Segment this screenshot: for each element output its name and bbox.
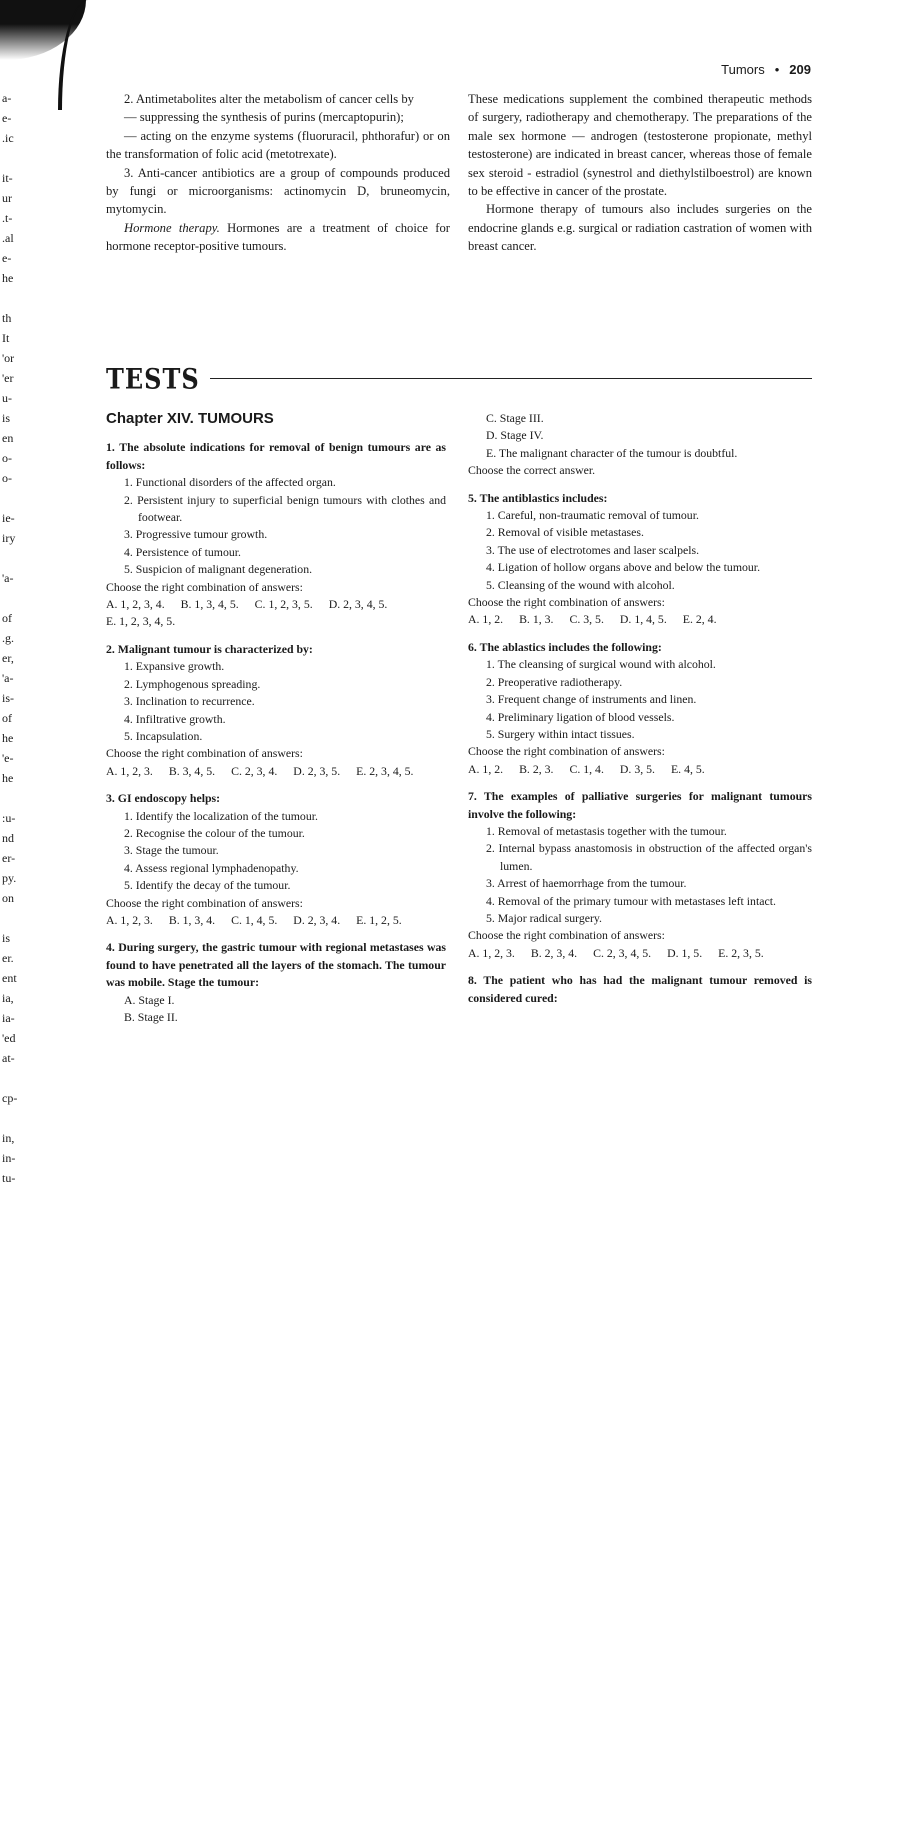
answer: C. 3, 5.: [569, 612, 604, 627]
option: B. Stage II.: [124, 1010, 178, 1024]
option-list: [106, 658, 446, 745]
option: 4. Infiltrative growth.: [124, 711, 226, 726]
text-fragment: cp-: [2, 1091, 18, 1105]
paragraph: 2. Antimetabolites alter the metabolism of cancer cells by: [124, 92, 414, 106]
text-fragment: ie-: [2, 511, 15, 525]
text-fragment: is-: [2, 691, 14, 705]
option-list: [468, 410, 812, 462]
option: 1. Expansive growth.: [124, 659, 225, 674]
text-fragment: he: [2, 731, 14, 745]
text-fragment: 'er: [2, 371, 14, 385]
text-fragment: th: [2, 311, 12, 325]
instruction: Choose the right combination of answers:: [468, 744, 665, 759]
text-fragment: ur: [2, 191, 12, 205]
option-list: [468, 507, 812, 594]
body-column-right: [468, 90, 812, 256]
text-fragment: of: [2, 611, 12, 625]
answer: D. 1, 5.: [667, 945, 703, 960]
text-fragment: [2, 788, 17, 808]
question-title: 8. The patient who has had the malignant tumour removed is considered cured:: [468, 973, 812, 1005]
answer: C. 2, 3, 4.: [231, 763, 278, 778]
text-fragment: [2, 588, 17, 608]
text-fragment: It: [2, 331, 10, 345]
answer: D. 3, 5.: [619, 761, 655, 776]
paragraph-text: Hormones are a treatment of choice for hormone receptor-positive tumours.: [106, 220, 450, 254]
answer: A. 1, 2, 3, 4.: [106, 597, 165, 612]
option: 5. Suspicion of malignant degeneration.: [124, 562, 313, 577]
text-fragment: o-: [2, 471, 12, 485]
option: 4. Removal of the primary tumour with metastases left intact.: [486, 893, 776, 908]
text-fragment: in-: [2, 1151, 16, 1165]
questions-column-right: [468, 410, 812, 1017]
option: 4. Preliminary ligation of blood vessels.: [486, 709, 675, 724]
text-fragment: it-: [2, 171, 13, 185]
chapter-title: Chapter XIV. TUMOURS: [106, 410, 274, 427]
question-title: 4. During surgery, the gastric tumour with regional metastases was found to have penetrated all the layers of the stomach. The tumour was mobile. Stage the tumour:: [106, 940, 446, 990]
text-fragment: en: [2, 431, 14, 445]
option: 2. Removal of visible metastases.: [486, 525, 644, 540]
adjacent-page-text-fragments: [2, 88, 17, 1188]
option: 3. Progressive tumour growth.: [124, 527, 268, 542]
option: 1. The cleansing of surgical wound with alcohol.: [486, 657, 716, 672]
text-fragment: is: [2, 931, 11, 945]
paragraph: — suppressing the synthesis of purins (mercaptopurin);: [124, 110, 404, 125]
instruction: Choose the right combination of answers:: [106, 746, 303, 761]
option-list: [106, 474, 446, 578]
answer: A. 1, 2, 3.: [106, 912, 153, 927]
answer: D. 2, 3, 4, 5.: [328, 597, 388, 612]
text-fragment: :u-: [2, 811, 16, 825]
instruction: Choose the correct answer.: [468, 463, 596, 478]
instruction: Choose the right combination of answers:: [106, 895, 303, 910]
answer-choices: [106, 763, 446, 780]
question-1: [106, 439, 446, 630]
answer: E. 1, 2, 5.: [356, 912, 402, 927]
text-fragment: [2, 1068, 17, 1088]
text-fragment: e-: [2, 251, 12, 265]
option: 2. Recognise the colour of the tumour.: [124, 825, 305, 840]
option: 3. Inclination to recurrence.: [124, 694, 255, 709]
text-fragment: [2, 288, 17, 308]
option: D. Stage IV.: [486, 428, 544, 443]
option: 2. Lymphogenous spreading.: [124, 676, 261, 691]
option: 1. Removal of metastasis together with the tumour.: [486, 823, 727, 838]
answer: C. 1, 2, 3, 5.: [254, 597, 313, 612]
running-header: [721, 62, 811, 77]
text-fragment: nd: [2, 831, 14, 845]
option: 4. Assess regional lymphadenopathy.: [124, 860, 299, 875]
adjacent-page-edge: [0, 0, 95, 1836]
option: 2. Internal bypass anastomosis in obstruction of the affected organ's lumen.: [486, 841, 812, 873]
answer: C. 1, 4, 5.: [231, 912, 278, 927]
question-title: 6. The ablastics includes the following:: [468, 639, 662, 654]
answer: D. 2, 3, 5.: [293, 763, 341, 778]
answer: E. 2, 3, 5.: [718, 945, 764, 960]
paragraph: These medications supplement the combined therapeutic methods of surgery, radiotherapy and chemotherapy. The preparations of the male sex hormone — androgen (testosterone propionate, methyl testosterone) are indicated in breast cancer, whereas those of female sex steroid - estradiol (synestrol and diethylstilboestrol) are known to be effective in cancer of the prostate.: [468, 92, 812, 199]
text-fragment: 'a-: [2, 671, 14, 685]
text-fragment: is: [2, 411, 11, 425]
answer: E. 1, 2, 3, 4, 5.: [106, 614, 176, 629]
answer-choices: [468, 945, 812, 962]
text-fragment: a-: [2, 91, 12, 105]
option: 2. Preoperative radiotherapy.: [486, 674, 623, 689]
answer: C. 1, 4.: [569, 761, 604, 776]
option: C. Stage III.: [486, 411, 544, 425]
answer: B. 2, 3.: [519, 761, 554, 776]
option-list: [468, 823, 812, 927]
text-fragment: er-: [2, 851, 16, 865]
text-fragment: o-: [2, 451, 12, 465]
answer-choices: [468, 761, 812, 778]
option: 5. Major radical surgery.: [486, 910, 602, 925]
text-fragment: .al: [2, 231, 14, 245]
paragraph: — acting on the enzyme systems (fluoruracil, phthorafur) or on the transformation of folic acid (metotrexate).: [106, 128, 450, 162]
text-fragment: [2, 548, 17, 568]
answer: B. 1, 3.: [519, 612, 554, 627]
term-hormone-therapy: Hormone therapy.: [124, 220, 220, 235]
text-fragment: ia-: [2, 1011, 15, 1025]
tests-heading: [106, 361, 812, 395]
answer: A. 1, 2.: [468, 612, 504, 627]
option: 1. Identify the localization of the tumour.: [124, 808, 318, 823]
text-fragment: on: [2, 891, 14, 905]
answer-choices: [106, 596, 446, 631]
answer: B. 2, 3, 4.: [530, 945, 578, 960]
heading-rule: [210, 378, 812, 379]
option: 5. Incapsulation.: [124, 728, 203, 743]
tests-heading-text: TESTS: [106, 361, 200, 395]
text-fragment: of: [2, 711, 12, 725]
text-fragment: [2, 1108, 17, 1128]
text-fragment: ent: [2, 971, 17, 985]
option: 3. Arrest of haemorrhage from the tumour.: [486, 876, 687, 891]
text-fragment: he: [2, 771, 14, 785]
question-4: [106, 939, 446, 1026]
text-fragment: .t-: [2, 211, 13, 225]
option-list: [468, 656, 812, 743]
paragraph: 3. Anti-cancer antibiotics are a group of compounds produced by fungi or microorganisms: actinomycin D, bruneomycin, mytomycin.: [106, 165, 450, 217]
instruction: Choose the right combination of answers:: [106, 579, 303, 594]
paragraph: Hormone therapy of tumours also includes surgeries on the endocrine glands e.g. surgical or radiation castration of women with breast cancer.: [468, 202, 812, 254]
question-title: 2. Malignant tumour is characterized by:: [106, 641, 313, 656]
answer: A. 1, 2, 3.: [106, 763, 153, 778]
text-fragment: iry: [2, 531, 16, 545]
option-list: [106, 808, 446, 895]
instruction: Choose the right combination of answers:: [468, 595, 665, 610]
text-fragment: ia,: [2, 991, 14, 1005]
paragraph-hormone-therapy: [106, 219, 450, 256]
option: 1. Careful, non-traumatic removal of tumour.: [486, 508, 699, 523]
option: 2. Persistent injury to superficial benign tumours with clothes and footwear.: [124, 492, 446, 525]
text-fragment: tu-: [2, 1171, 16, 1185]
option-list: [106, 992, 446, 1027]
question-title: 1. The absolute indications for removal of benign tumours are as follows:: [106, 440, 446, 472]
answer: A. 1, 2, 3.: [468, 945, 515, 960]
answer: A. 1, 2.: [468, 761, 504, 776]
text-fragment: er.: [2, 951, 14, 965]
answer: C. 2, 3, 4, 5.: [593, 945, 652, 960]
option: 5. Identify the decay of the tumour.: [124, 878, 291, 893]
text-fragment: 'or: [2, 351, 15, 365]
question-title: 3. GI endoscopy helps:: [106, 791, 221, 806]
question-8: [468, 972, 812, 1007]
question-5: [468, 490, 812, 629]
question-7: [468, 788, 812, 962]
text-fragment: 'e-: [2, 751, 14, 765]
text-fragment: .g.: [2, 631, 14, 645]
question-2: [106, 641, 446, 780]
text-fragment: [2, 908, 17, 928]
question-3: [106, 790, 446, 929]
option: A. Stage I.: [124, 992, 175, 1007]
option: 3. Frequent change of instruments and linen.: [486, 692, 697, 707]
text-fragment: e-: [2, 111, 12, 125]
option: 3. The use of electrotomes and laser scalpels.: [486, 542, 700, 557]
question-4-continued: [468, 410, 812, 480]
text-fragment: 'a-: [2, 571, 14, 585]
option: 5. Surgery within intact tissues.: [486, 726, 635, 741]
option: 4. Ligation of hollow organs above and below the tumour.: [486, 560, 761, 575]
text-fragment: py.: [2, 871, 17, 885]
answer: B. 1, 3, 4.: [168, 912, 216, 927]
option: 4. Persistence of tumour.: [124, 544, 241, 559]
text-fragment: he: [2, 271, 14, 285]
text-fragment: 'ed: [2, 1031, 16, 1045]
answer: E. 4, 5.: [670, 761, 705, 776]
answer: E. 2, 4.: [682, 612, 717, 627]
option: E. The malignant character of the tumour is doubtful.: [486, 445, 738, 460]
questions-column-left: [106, 410, 446, 1036]
text-fragment: er,: [2, 651, 14, 665]
text-fragment: u-: [2, 391, 12, 405]
body-column-left: [106, 90, 450, 256]
instruction: Choose the right combination of answers:: [468, 928, 665, 943]
text-fragment: at-: [2, 1051, 15, 1065]
answer: D. 1, 4, 5.: [619, 612, 667, 627]
section-title: Tumors: [721, 62, 765, 77]
answer-choices: [106, 912, 446, 929]
text-fragment: .ic: [2, 131, 14, 145]
answer: D. 2, 3, 4.: [293, 912, 341, 927]
option: 1. Functional disorders of the affected organ.: [124, 475, 336, 490]
page-number: 209: [789, 62, 811, 77]
question-title: 7. The examples of palliative surgeries for malignant tumours involve the following:: [468, 789, 812, 821]
answer: B. 3, 4, 5.: [168, 763, 216, 778]
question-title: 5. The antiblastics includes:: [468, 490, 608, 505]
question-6: [468, 639, 812, 778]
answer: B. 1, 3, 4, 5.: [180, 597, 239, 612]
text-fragment: [2, 488, 17, 508]
option: 5. Cleansing of the wound with alcohol.: [486, 577, 675, 592]
answer: E. 2, 3, 4, 5.: [356, 763, 414, 778]
text-fragment: in,: [2, 1131, 15, 1145]
text-fragment: [2, 148, 17, 168]
option: 3. Stage the tumour.: [124, 843, 219, 858]
answer-choices: [468, 611, 812, 628]
header-bullet: •: [774, 62, 780, 77]
